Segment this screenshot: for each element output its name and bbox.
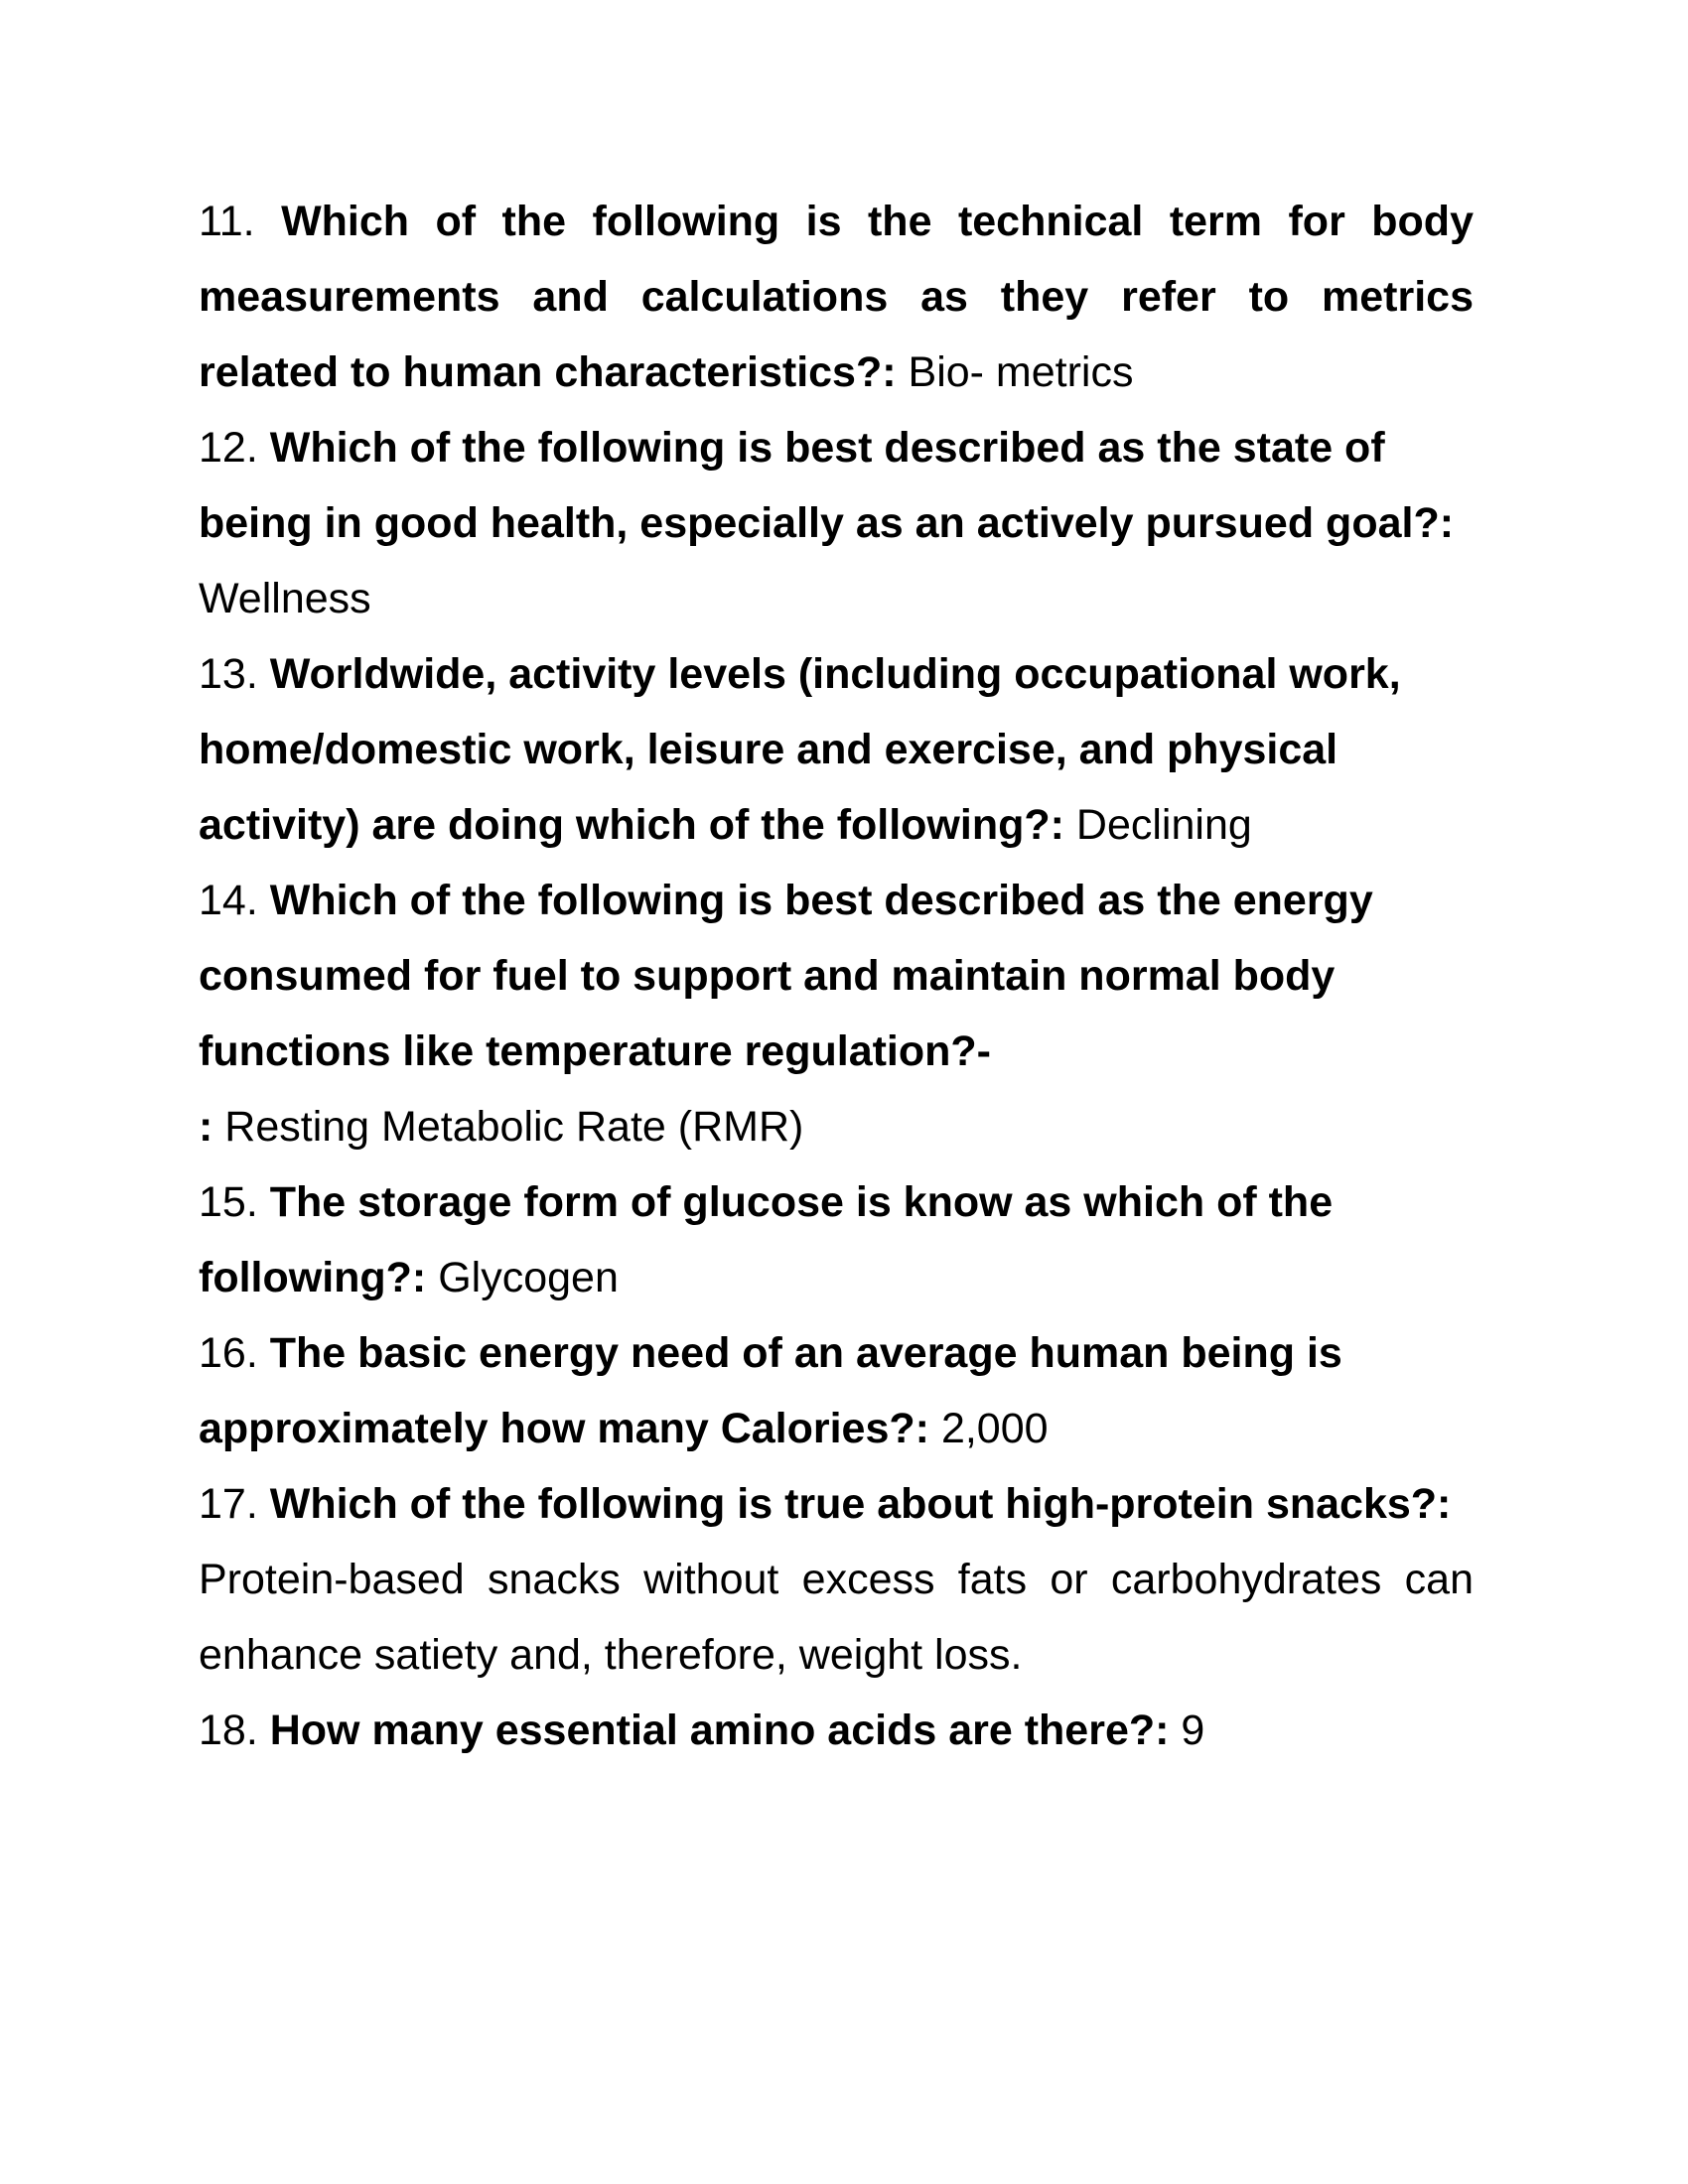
answer-text: Glycogen xyxy=(438,1254,619,1301)
question-text: Worldwide, activity levels (including occupational work, home/domestic work, leisure and exercise, and physical activity) are doing which of the following?: xyxy=(199,650,1401,849)
question-item-11 xyxy=(199,184,1474,410)
question-item-16 xyxy=(199,1315,1474,1466)
answer-text: Wellness xyxy=(199,575,371,622)
question-item-18 xyxy=(199,1693,1474,1768)
question-text: The basic energy need of an average human being is approximately how many Calories?: xyxy=(199,1329,1342,1452)
document-page xyxy=(199,184,1474,1768)
question-number: 12. xyxy=(199,424,258,472)
answer-text: 2,000 xyxy=(940,1405,1049,1452)
question-number: 18. xyxy=(199,1706,258,1754)
question-item-13 xyxy=(199,636,1474,863)
answer-text: Bio- metrics xyxy=(908,348,1134,396)
answer-text: 9 xyxy=(1181,1706,1205,1754)
answer-line-17 xyxy=(199,1542,1474,1693)
question-item-17 xyxy=(199,1466,1474,1542)
question-text: Which of the following is best described as the energy consumed for fuel to support and maintain normal body functions like temperature regulation?- xyxy=(199,877,1373,1075)
question-text: Which of the following is best described as the state of being in good health, especially as an actively pursued goal?: xyxy=(199,424,1455,547)
question-text: Which of the following is true about high-protein snacks?: xyxy=(269,1480,1452,1528)
question-number: 13. xyxy=(199,650,258,698)
question-number: 15. xyxy=(199,1178,258,1226)
answer-line-14 xyxy=(199,1089,1474,1164)
answer-text: Resting Metabolic Rate (RMR) xyxy=(224,1103,804,1151)
question-text: How many essential amino acids are there?: xyxy=(269,1706,1170,1754)
question-item-15 xyxy=(199,1164,1474,1315)
question-item-12 xyxy=(199,410,1474,636)
question-number: 14. xyxy=(199,877,258,924)
question-number: 11. xyxy=(199,198,255,245)
answer-text: Declining xyxy=(1075,801,1252,849)
question-text: The storage form of glucose is know as which of the following?: xyxy=(199,1178,1334,1301)
question-item-14 xyxy=(199,863,1474,1089)
answer-prefix: : xyxy=(199,1103,213,1151)
question-text: Which of the following is the technical term for body measurements and calculations as they refer to metrics related to human characteristics?: xyxy=(199,198,1474,396)
question-number: 17. xyxy=(199,1480,258,1528)
question-number: 16. xyxy=(199,1329,258,1377)
answer-text: Protein-based snacks without excess fats or carbohydrates can enhance satiety and, therefore, weight loss. xyxy=(199,1556,1474,1679)
